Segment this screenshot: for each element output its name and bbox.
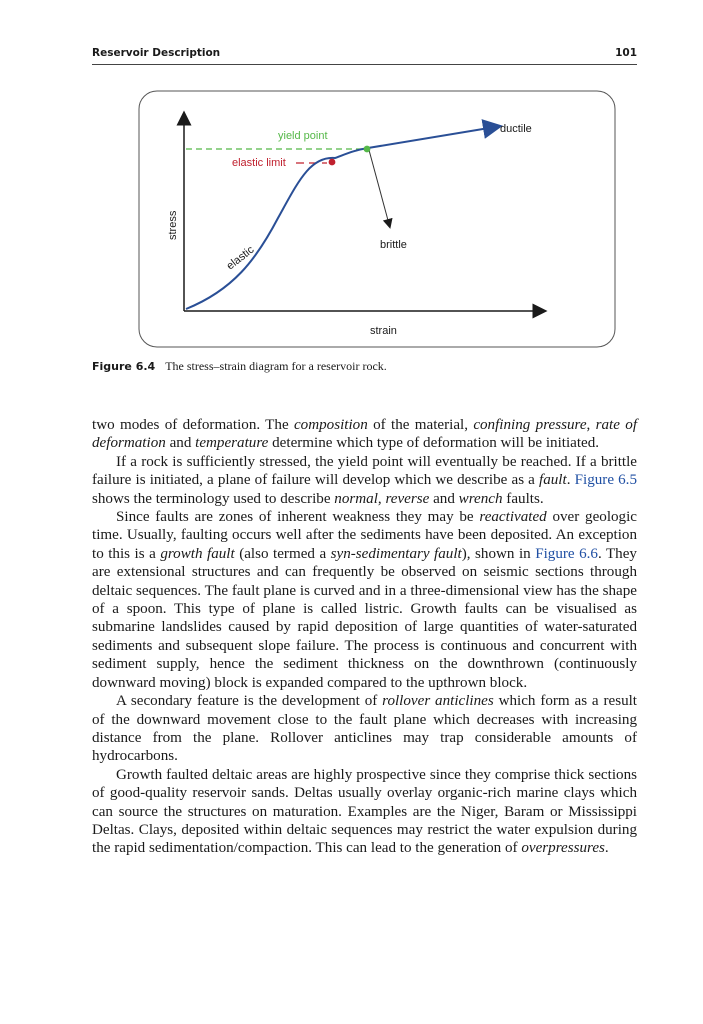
ductile-label: ductile [500, 123, 532, 135]
running-title: Reservoir Description [92, 47, 221, 59]
paragraph-4: A secondary feature is the development of rollover anticlines which form as a result of the downward movement close to the fault plane which decreases with increasing distance from the plane. Rollover anticlines may trap considerable amounts of hydrocarbons. [92, 693, 638, 765]
body-text [92, 416, 637, 858]
y-axis-label: stress [167, 210, 179, 240]
stress-strain-chart [138, 90, 616, 348]
paragraph-1: two modes of deformation. The composition of the material, confining pressure, rate of deformation and temperature determine which type of deformation will be initiated. [92, 417, 638, 452]
elastic-limit-point [329, 159, 336, 166]
figure-6-5-link[interactable]: Figure 6.5 [574, 472, 638, 489]
elastic-label: elastic [224, 243, 257, 273]
x-axis-label: strain [370, 325, 397, 337]
paragraph-3: Since faults are zones of inherent weakness they may be reactivated over geologic time. Usually, faulting occurs well after the sediments have been deposited. An exception to this is a growth fault (also termed a syn-sedimentary fault), shown in Figure 6.6. They are extensional structures and can frequently be observed on seismic sections through deltaic sequences. The fault plane is curved and in a three-dimensional view has the shape of a spoon. This type of plane is called listric. Growth faults can be visualised as submarine landslides caused by rapid deposition of large quantities of water-saturated sediments and subsequent slope failure. The process is continuous and concurrent with sediment supply, hence the sediment thickness on the downthrown (continuously downward moving) block is expanded compared to the upthrown block. [92, 509, 637, 691]
caption-text: The stress–strain diagram for a reservoir rock. [165, 359, 387, 373]
yield-point-label: yield point [278, 130, 328, 142]
elastic-limit-label: elastic limit [232, 157, 286, 169]
running-header [92, 46, 637, 65]
figure-border [139, 91, 615, 347]
page-number: 101 [615, 47, 637, 59]
figure-caption [92, 359, 637, 374]
stress-strain-figure [138, 90, 616, 348]
figure-6-6-link[interactable]: Figure 6.6 [535, 545, 598, 562]
caption-label: Figure 6.4 [92, 360, 156, 373]
paragraph-2: If a rock is sufficiently stressed, the yield point will eventually be reached. If a brittle failure is initiated, a plane of failure will develop which we describe as a fault. Figure 6.5 shows the terminology used to describe normal, reverse and wrench faults. [92, 453, 638, 507]
paragraph-5: Growth faulted deltaic areas are highly prospective since they comprise thick sections of good-quality reservoir sands. Deltas usually overlay organic-rich marine clays which can source the structures on maturation. Examples are the Niger, Baram or Mississippi Deltas. Clays, deposited within deltaic sequences may restrict the water expulsion during the rapid sedimentation/compaction. This can lead to the generation of overpressures. [92, 766, 637, 857]
yield-point [364, 146, 371, 153]
brittle-label: brittle [380, 239, 407, 251]
